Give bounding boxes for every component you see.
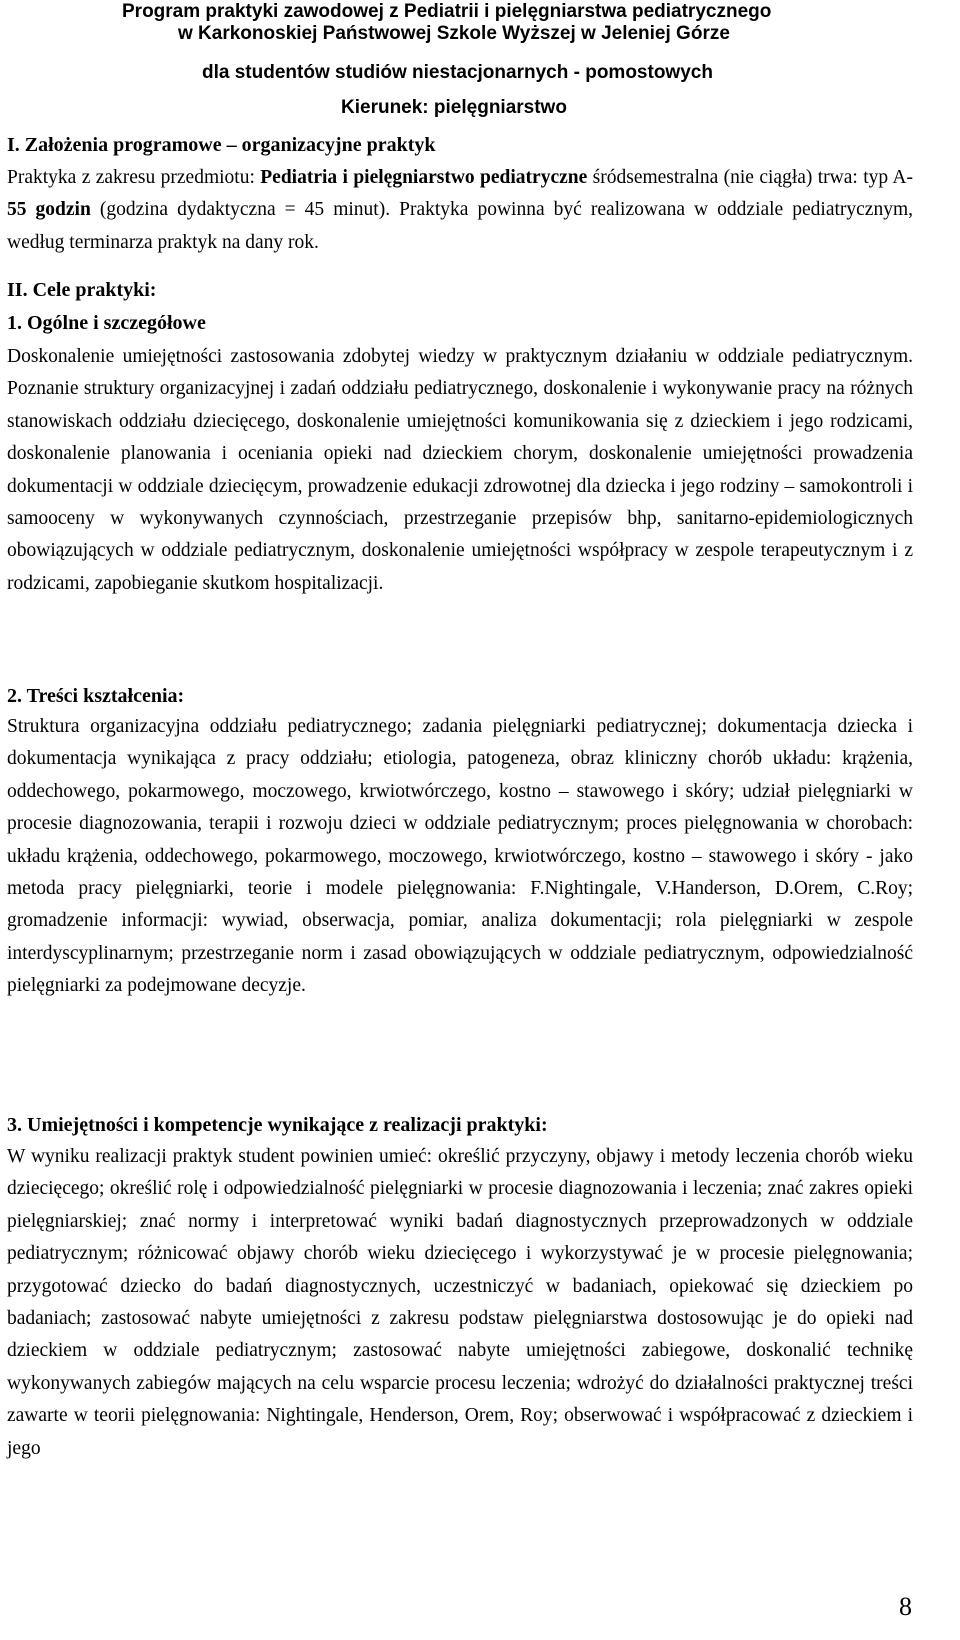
intro-text-a: Praktyka z zakresu przedmiotu: xyxy=(7,167,261,188)
subsection-3-text: W wyniku realizacji praktyk student powinien umieć: określić przyczyny, objawy i metody leczenia chorób wieku dziecięcego; określić rolę i odpowiedzialność pielęgniarki w procesie diagnozowania i leczenia; znać zakres opieki pielęgniarskiej; znać normy i interpretować wyniki badań diagnostycznych przeprowadzonych w oddziale pediatrycznym; różnicować objawy chorób wieku dziecięcego i wykorzystywać je w procesie pielęgnowania; przygotować dziecko do badań diagnostycznych, uczestniczyć w badaniach, opiekować się dzieckiem po badaniach; zastosować nabyte umiejętności z zakresu podstaw pielęgniarstwa dostosowując je do opieki nad dzieckiem w oddziale pediatrycznym; zastosować nabyte umiejętności zabiegowe, doskonalić technikę wykonywanych zabiegów mających na celu wsparcie procesu leczenia; wdrożyć do działalności praktycznej treści zawarte w teorii pielęgnowania: Nightingale, Henderson, Orem, Roy; obserwować i współpracować z dzieckiem i jego xyxy=(7,1146,913,1459)
subsection-2-title: 2. Treści kształcenia: xyxy=(7,685,185,707)
document-title-line-1: Program praktyki zawodowej z Pediatrii i pielęgniarstwa pediatrycznego xyxy=(122,1,772,22)
hours-value: 55 godzin xyxy=(7,199,91,221)
page-number: 8 xyxy=(899,1592,912,1621)
subsection-1-title: 1. Ogólne i szczegółowe xyxy=(7,312,206,334)
audience-line: dla studentów studiów niestacjonarnych - pomostowych xyxy=(202,62,713,83)
document-title-line-2: w Karkonoskiej Państwowej Szkole Wyższej w Jeleniej Górze xyxy=(178,23,730,44)
subsection-3-title: 3. Umiejętności i kompetencje wynikające z realizacji praktyki: xyxy=(7,1114,548,1136)
section-2-title: II. Cele praktyki: xyxy=(7,279,157,301)
section-1-title: I. Założenia programowe – organizacyjne praktyk xyxy=(7,134,436,156)
subject-name: Pediatria i pielęgniarstwo pediatryczne xyxy=(260,167,588,188)
subsection-1-text: Doskonalenie umiejętności zastosowania zdobytej wiedzy w praktycznym działaniu w oddziale pediatrycznym. Poznanie struktury organizacyjnej i zadań oddziału pediatrycznego, doskonalenie i wykonywanie pracy na różnych stanowiskach oddziału dziecięcego, doskonalenie umiejętności komunikowania się z dzieckiem i jego rodzicami, doskonalenie planowania i oceniania opieki nad dzieckiem chorym, doskonalenie umiejętności prowadzenia dokumentacji w oddziale dziecięcym, prowadzenie edukacji zdrowotnej dla dziecka i jego rodziny – samokontroli i samooceny w wykonywanych czynnościach, przestrzeganie przepisów bhp, sanitarno-epidemiologicznych obowiązujących w oddziale pediatrycznym, doskonalenie umiejętności współpracy w zespole terapeutycznym i z rodzicami, zapobieganie skutkom hospitalizacji. xyxy=(7,346,913,594)
direction-line: Kierunek: pielęgniarstwo xyxy=(341,97,567,118)
intro-text-b: śródsemestralna (nie ciągła) trwa: typ A- xyxy=(587,167,914,188)
subsection-2-text: Struktura organizacyjna oddziału pediatrycznego; zadania pielęgniarki pediatrycznej; dokumentacja dziecka i dokumentacja wynikająca z pracy oddziału; etiologia, patogeneza, obraz kliniczny chorób układu: krążenia, oddechowego, pokarmowego, moczowego, krwiotwórczego, kostno – stawowego i skóry; udział pielęgniarki w procesie diagnozowania, terapii i rozwoju dzieci w oddziale pediatrycznym; proces pielęgnowania w chorobach: układu krążenia, oddechowego, pokarmowego, moczowego, krwiotwórczego, kostno – stawowego i skóry - jako metoda pracy pielęgniarki, teorie i modele pielęgnowania: F.Nightingale, V.Handerson, D.Orem, C.Roy; gromadzenie informacji: wywiad, obserwacja, pomiar, analiza dokumentacji; rola pielęgniarki w zespole interdyscyplinarnym; przestrzeganie norm i zasad obowiązujących w oddziale pediatrycznym, odpowiedzialność pielęgniarki za podejmowane decyzje. xyxy=(7,716,913,997)
section-1-paragraph xyxy=(7,162,913,259)
intro-text-c: (godzina dydaktyczna = 45 minut). Praktyka powinna być realizowana w oddziale pediatrycznym, według terminarza praktyk na dany rok. xyxy=(7,199,913,253)
